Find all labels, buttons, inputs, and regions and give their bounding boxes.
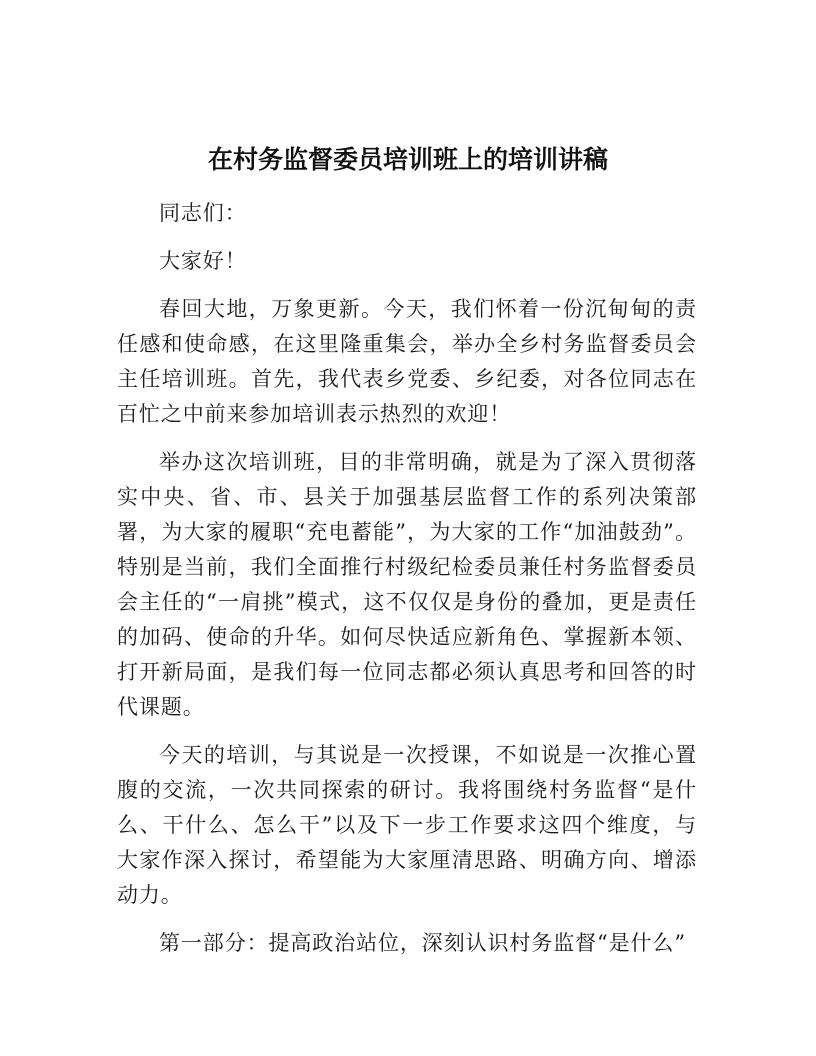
paragraph-greeting: 同志们： <box>159 201 247 225</box>
paragraph-opening: 春回大地，万象更新。今天，我们怀着一份沉甸甸的责任感和使命感，在这里隆重集会，举办全乡村务监督委员会主任培训班。首先，我代表乡党委、乡纪委，对各位同志在百忙之中前来参加培训表示热烈的欢迎！ <box>117 297 697 426</box>
document-title: 在村务监督委员培训班上的培训讲稿 <box>207 145 608 174</box>
paragraph-training: 今天的培训，与其说是一次授课，不如说是一次推心置腹的交流，一次共同探索的研讨。我将围绕村务监督“是什么、干什么、怎么干”以及下一步工作要求这四个维度，与大家作深入探讨，希望能为大家厘清思路、明确方向、增添动力。 <box>117 743 697 907</box>
section-heading-part-one: 第一部分：提高政治站位，深刻认识村务监督“是什么” <box>159 931 686 955</box>
paragraph-hello: 大家好！ <box>159 249 247 273</box>
document-body <box>117 196 697 974</box>
paragraph-purpose: 举办这次培训班，目的非常明确，就是为了深入贯彻落实中央、省、市、县关于加强基层监督工作的系列决策部署，为大家的履职“充电蓄能”，为大家的工作“加油鼓劲”。特别是当前，我们全面推行村级纪检委员兼任村务监督委员会主任的“一肩挑”模式，这不仅仅是身份的叠加，更是责任的加码、使命的升华。如何尽快适应新角色、掌握新本领、打开新局面，是我们每一位同志都必须认真思考和回答的时代课题。 <box>117 450 697 719</box>
